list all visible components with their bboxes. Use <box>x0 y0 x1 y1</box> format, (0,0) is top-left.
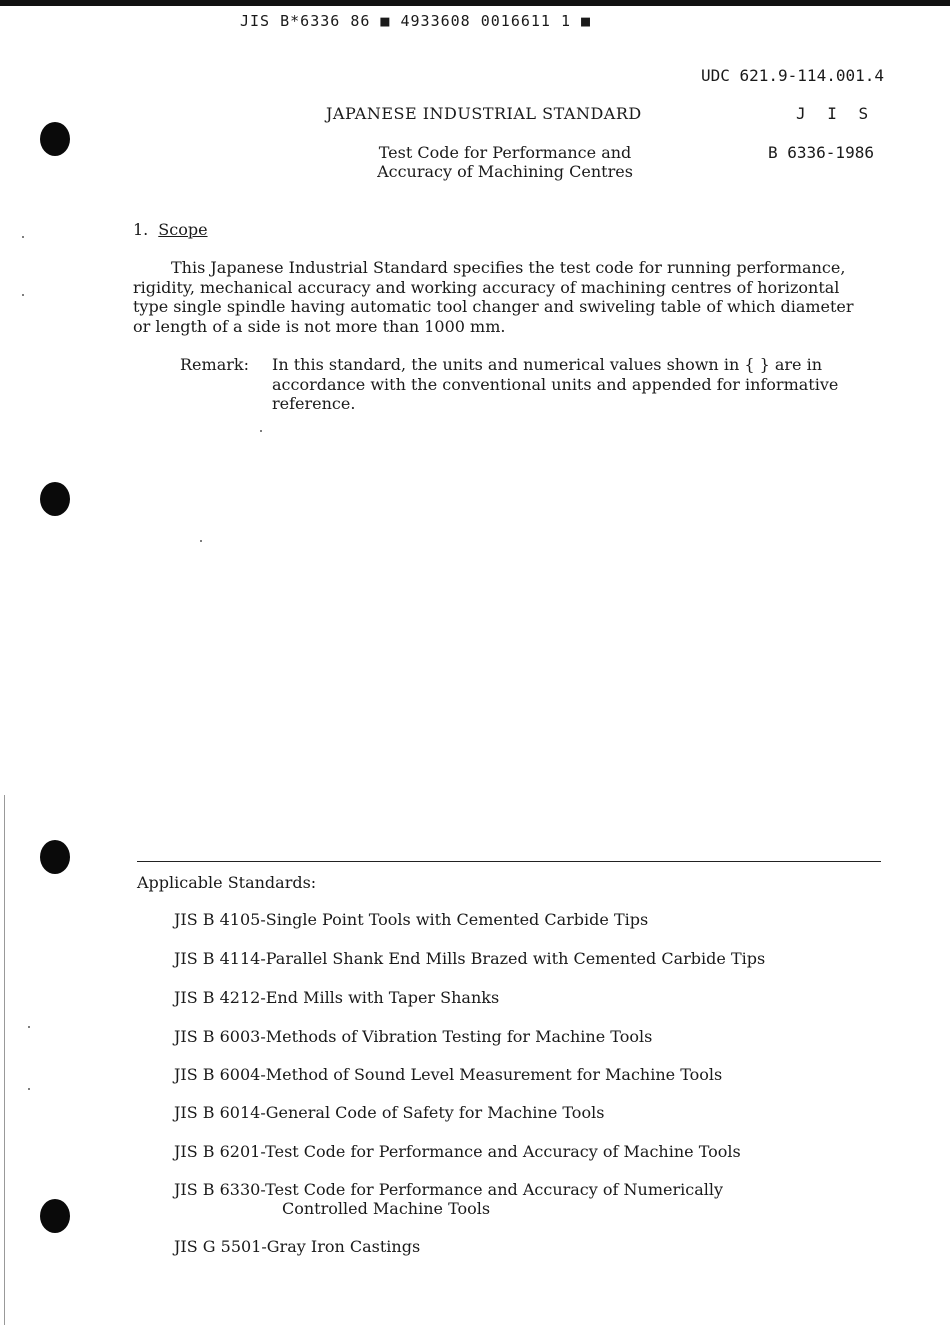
document-title <box>340 143 670 181</box>
scan-speck <box>22 294 24 296</box>
document-title-line2: Accuracy of Machining Centres <box>377 162 633 181</box>
section-number: 1. <box>133 220 149 239</box>
punch-hole <box>40 1199 70 1233</box>
list-item <box>174 1180 723 1218</box>
list-item <box>174 988 499 1007</box>
standard-ref: JIS G 5501-Gray Iron Castings <box>174 1237 421 1256</box>
document-title-line1: Test Code for Performance and <box>378 143 632 162</box>
scan-speck <box>260 430 262 432</box>
header-code <box>240 12 591 30</box>
scan-edge <box>4 795 5 1325</box>
divider-rule <box>137 861 881 862</box>
scan-speck <box>28 1088 30 1090</box>
standard-ref: JIS B 4212-End Mills with Taper Shanks <box>174 988 500 1007</box>
standard-ref: JIS B 6014-General Code of Safety for Machine Tools <box>174 1103 605 1122</box>
punch-hole <box>40 482 70 516</box>
list-item <box>174 910 648 929</box>
document-number: B 6336-1986 <box>768 143 874 162</box>
standard-title: JAPANESE INDUSTRIAL STANDARD <box>326 104 642 123</box>
list-item <box>174 1027 652 1046</box>
section-heading <box>133 220 208 239</box>
remark-label: Remark: <box>180 355 249 374</box>
punch-hole <box>40 122 70 156</box>
remark-text: In this standard, the units and numerical values shown in { } are in accordance with the conventional units and appended for informative reference. <box>272 355 839 413</box>
top-edge-bar <box>0 0 950 6</box>
applicable-standards-title: Applicable Standards: <box>137 873 317 892</box>
list-item <box>174 949 765 968</box>
list-item <box>174 1142 741 1161</box>
standard-ref-continuation: Controlled Machine Tools <box>282 1199 491 1218</box>
header-code-text: JIS B*6336 86 ■ 4933608 0016611 1 ■ <box>240 12 592 30</box>
scan-speck <box>28 1026 30 1028</box>
list-item <box>174 1237 420 1256</box>
standard-ref: JIS B 6003-Methods of Vibration Testing for Machine Tools <box>174 1027 653 1046</box>
standard-ref: JIS B 4105-Single Point Tools with Cemented Carbide Tips <box>174 910 649 929</box>
list-item <box>174 1103 604 1122</box>
list-item <box>174 1065 722 1084</box>
section-title: Scope <box>158 220 208 239</box>
standard-ref: JIS B 6330-Test Code for Performance and Accuracy of Numerically <box>174 1180 724 1199</box>
standard-ref: JIS B 4114-Parallel Shank End Mills Brazed with Cemented Carbide Tips <box>174 949 766 968</box>
standard-ref: JIS B 6004-Method of Sound Level Measurement for Machine Tools <box>174 1065 723 1084</box>
scan-speck <box>200 540 202 542</box>
punch-hole <box>40 840 70 874</box>
standard-ref: JIS B 6201-Test Code for Performance and Accuracy of Machine Tools <box>174 1142 741 1161</box>
jis-mark: J I S <box>796 104 875 123</box>
scope-paragraph: This Japanese Industrial Standard specifies the test code for running performance, rigidity, mechanical accuracy and working accuracy of machining centres of horizontal type single spindle having automatic tool changer and swiveling table of which diameter or length of a side is not more than 1000 mm. <box>133 258 854 336</box>
udc-number: UDC 621.9-114.001.4 <box>700 66 884 85</box>
scan-speck <box>22 236 24 238</box>
